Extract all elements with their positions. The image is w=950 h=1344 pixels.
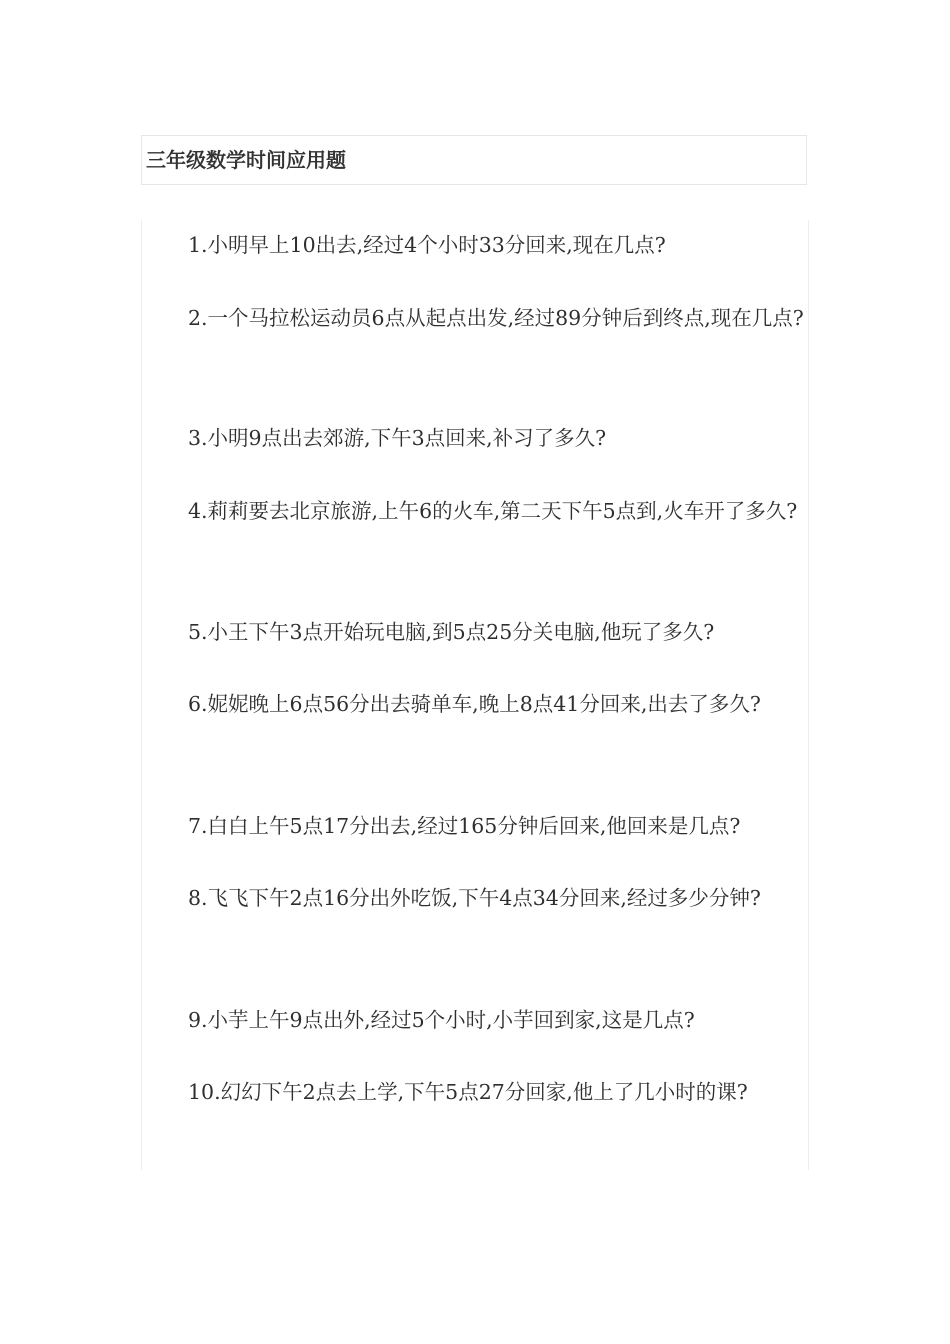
question-7: 7.白白上午5点17分出去,经过165分钟后回来,他回来是几点? bbox=[188, 814, 741, 838]
question-6: 6.妮妮晚上6点56分出去骑单车,晚上8点41分回来,出去了多久? bbox=[188, 692, 761, 716]
question-2: 2.一个马拉松运动员6点从起点出发,经过89分钟后到终点,现在几点? bbox=[188, 306, 804, 330]
page-title: 三年级数学时间应用题 bbox=[146, 148, 346, 172]
title-box bbox=[141, 135, 807, 185]
question-4: 4.莉莉要去北京旅游,上午6的火车,第二天下午5点到,火车开了多久? bbox=[188, 499, 798, 523]
question-8: 8.飞飞下午2点16分出外吃饭,下午4点34分回来,经过多少分钟? bbox=[188, 886, 761, 910]
question-1: 1.小明早上10出去,经过4个小时33分回来,现在几点? bbox=[188, 233, 666, 257]
question-10: 10.幻幻下午2点去上学,下午5点27分回家,他上了几小时的课? bbox=[188, 1080, 748, 1104]
question-list bbox=[141, 220, 809, 1170]
question-9: 9.小芋上午9点出外,经过5个小时,小芋回到家,这是几点? bbox=[188, 1008, 695, 1032]
question-3: 3.小明9点出去郊游,下午3点回来,补习了多久? bbox=[188, 426, 607, 450]
question-5: 5.小王下午3点开始玩电脑,到5点25分关电脑,他玩了多久? bbox=[188, 620, 715, 644]
